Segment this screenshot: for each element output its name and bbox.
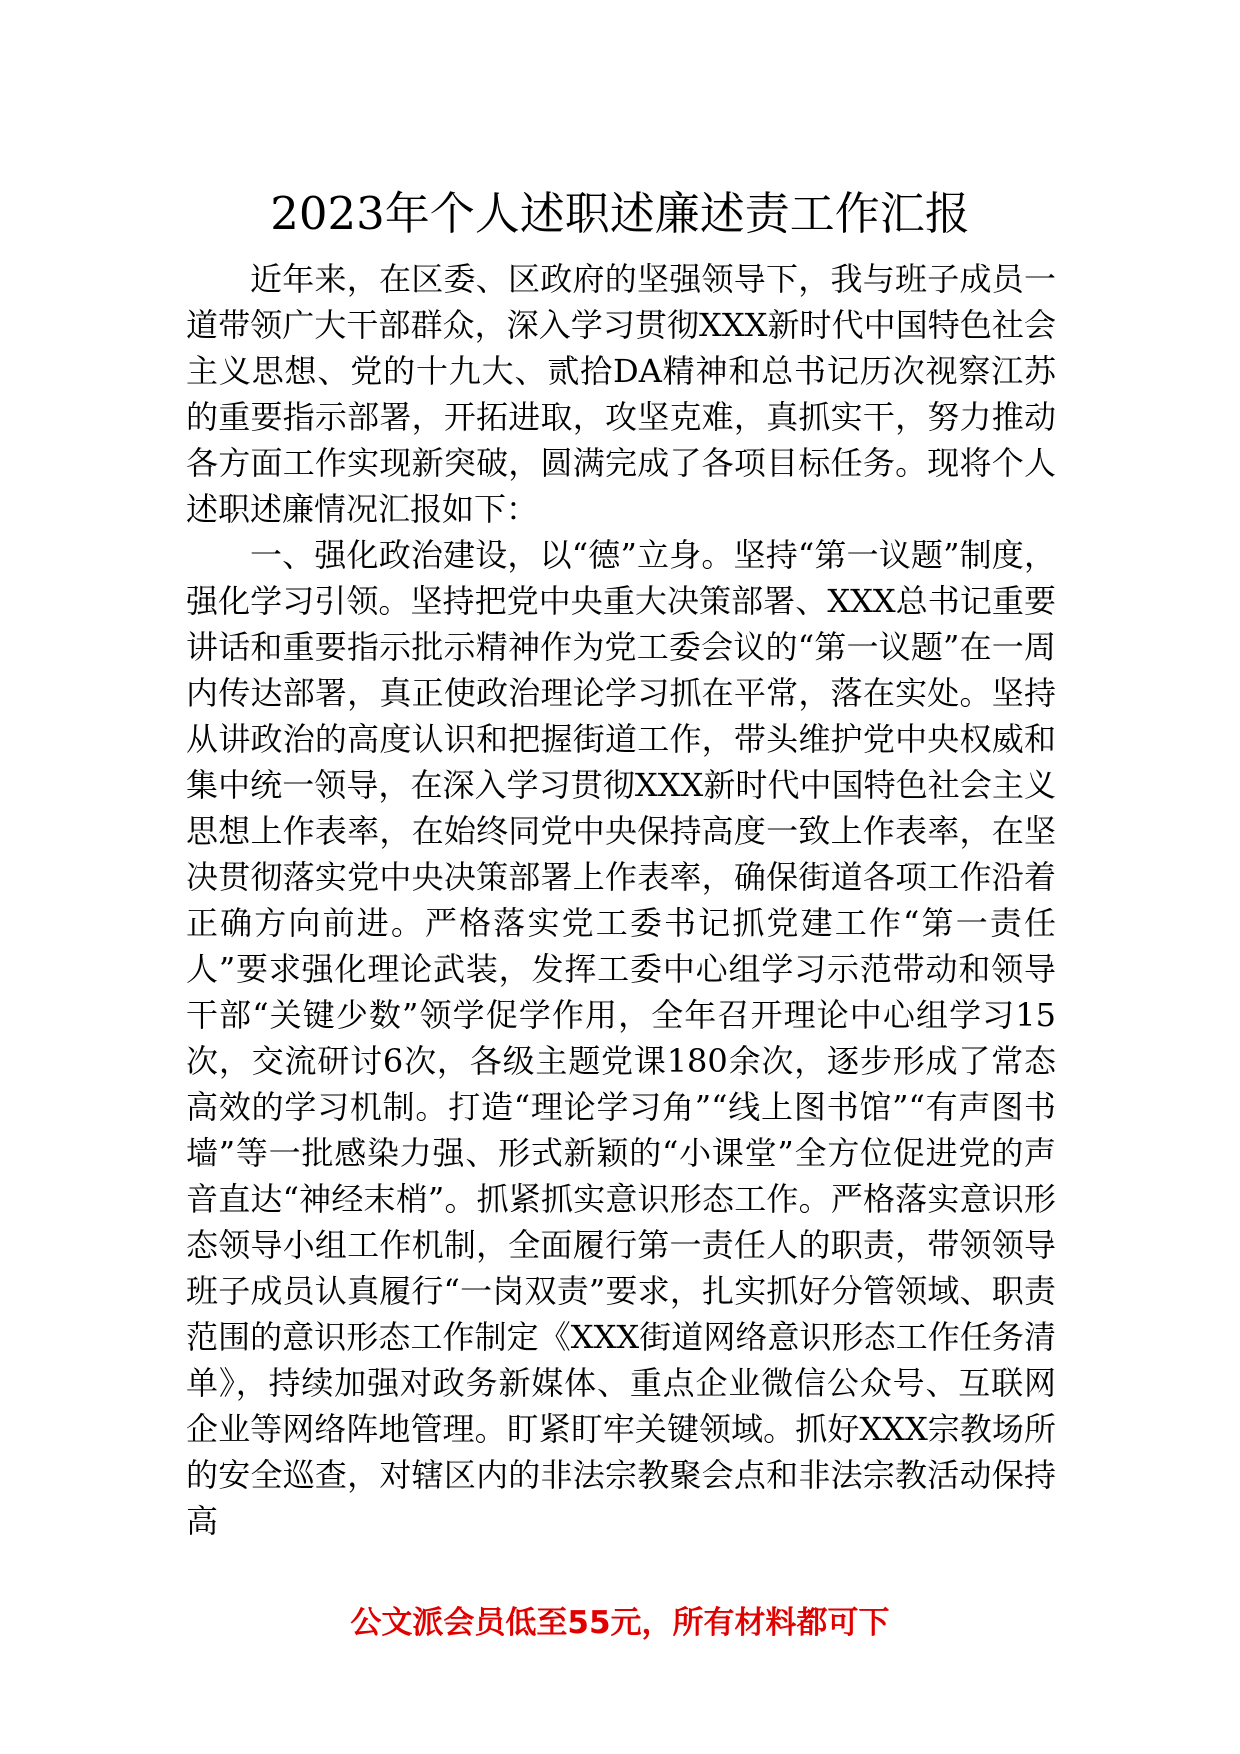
document-title: 2023年个人述职述廉述责工作汇报: [270, 187, 970, 240]
paragraph-section-one: 一、强化政治建设，以“德”立身。坚持“第一议题”制度，强化学习引领。坚持把党中央重大决策部署、XXX总书记重要讲话和重要指示批示精神作为党工委会议的“第一议题”在一周内传达部署，真正使政治理论学习抓在平常，落在实处。坚持从讲政治的高度认识和把握街道工作，带头维护党中央权威和集中统一领导，在深入学习贯彻XXX新时代中国特色社会主义思想上作表率，在始终同党中央保持高度一致上作表率，在坚决贯彻落实党中央决策部署上作表率，确保街道各项工作沿着正确方向前进。严格落实党工委书记抓党建工作“第一责任人”要求强化理论武装，发挥工委中心组学习示范带动和领导干部“关键少数”领学促学作用，全年召开理论中心组学习15次，交流研讨6次，各级主题党课180余次，逐步形成了常态高效的学习机制。打造“理论学习角”“线上图书馆”“有声图书墙”等一批感染力强、形式新颖的“小课堂”全方位促进党的声音直达“神经末梢”。抓紧抓实意识形态工作。严格落实意识形态领导小组工作机制，全面履行第一责任人的职责，带领领导班子成员认真履行“一岗双责”要求，扎实抓好分管领域、职责范围的意识形态工作制定《XXX街道网络意识形态工作任务清单》，持续加强对政务新媒体、重点企业微信公众号、互联网企业等网络阵地管理。盯紧盯牢关键领域。抓好XXX宗教场所的安全巡查，对辖区内的非法宗教聚会点和非法宗教活动保持高: [186, 536, 1056, 1540]
document-body: [186, 256, 1056, 1544]
paragraph-intro: 近年来，在区委、区政府的坚强领导下，我与班子成员一道带领广大干部群众，深入学习贯彻XXX新时代中国特色社会主义思想、党的十九大、贰拾DA精神和总书记历次视察江苏的重要指示部署，开拓进取，攻坚克难，真抓实干，努力推动各方面工作实现新突破，圆满完成了各项目标任务。现将个人述职述廉情况汇报如下：: [186, 260, 1056, 528]
promo-footer-note: 公文派会员低至55元，所有材料都可下: [350, 1605, 890, 1641]
